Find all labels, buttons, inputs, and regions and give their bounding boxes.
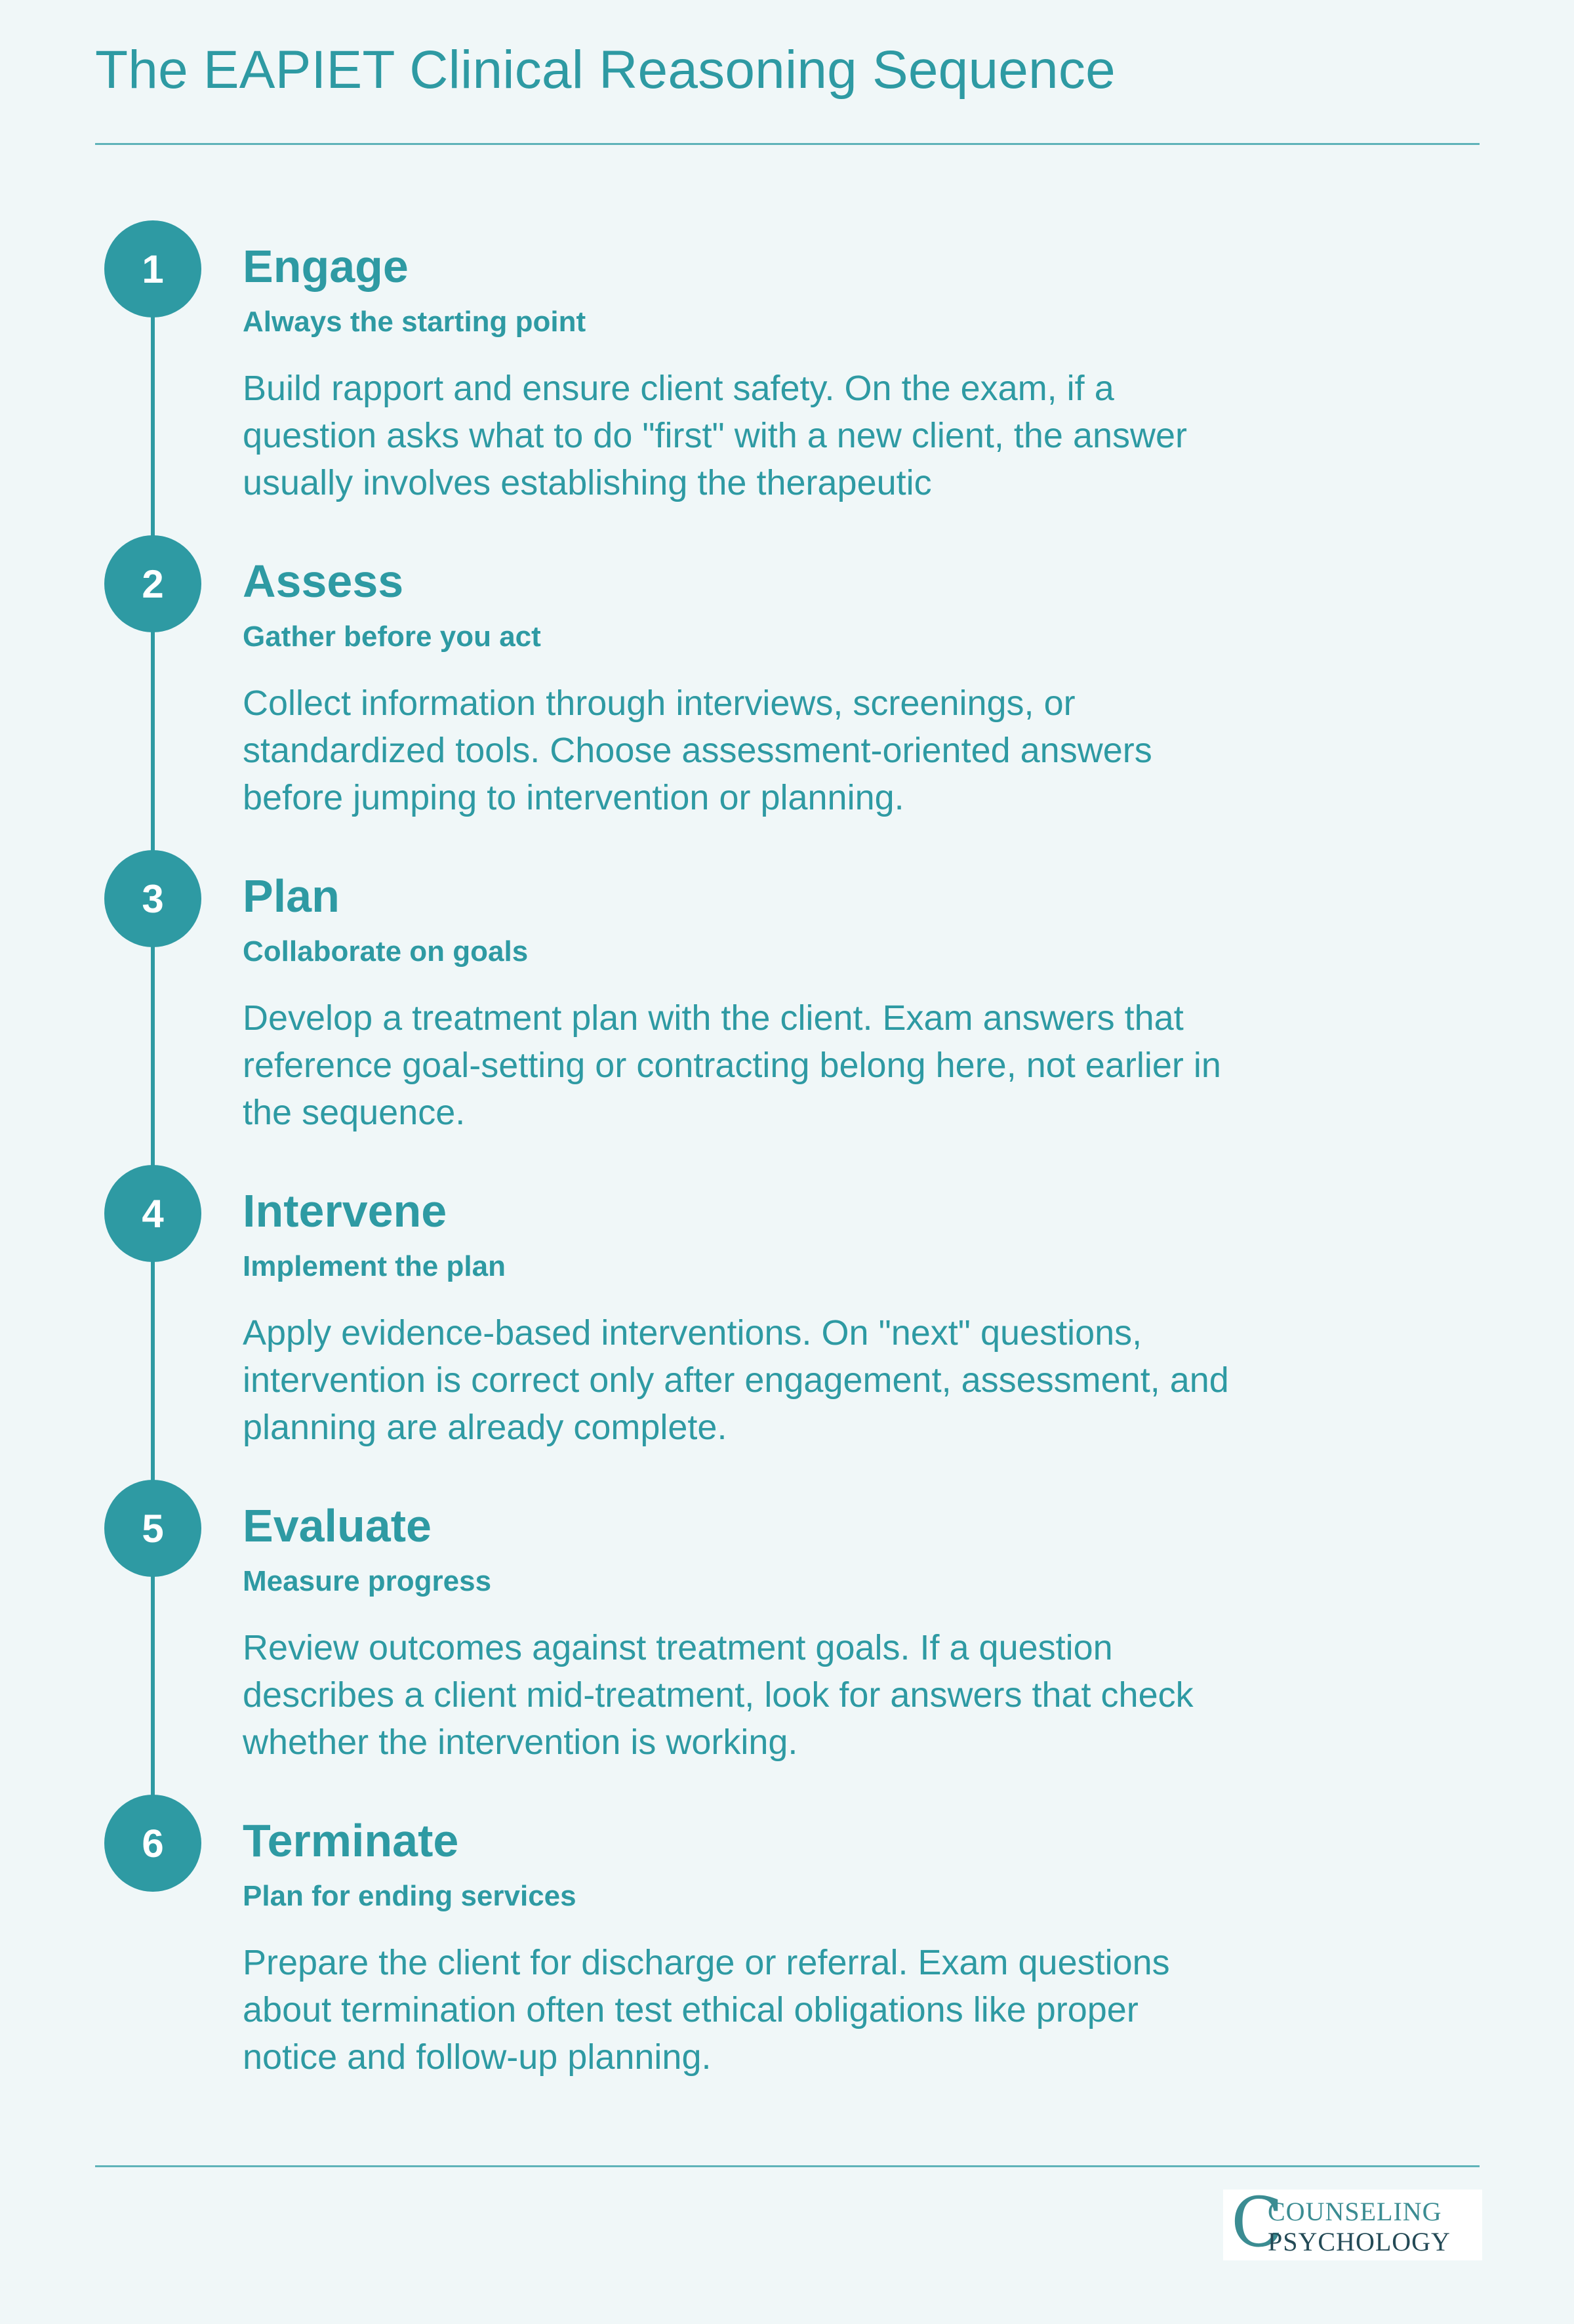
step-intervene (0, 1165, 1574, 1480)
step-number-badge: 1 (104, 220, 201, 317)
step-terminate (0, 1795, 1574, 2110)
step-number-badge: 2 (104, 535, 201, 632)
step-title: Assess (243, 556, 404, 607)
step-title: Engage (243, 241, 409, 292)
step-number-badge: 5 (104, 1480, 201, 1577)
step-title: Evaluate (243, 1500, 432, 1551)
step-assess (0, 535, 1574, 850)
step-description: Prepare the client for discharge or referral. Exam questions about termination often test ethical obligations like proper notice and follow-up planning. (243, 1943, 1170, 2077)
logo-line-1: COUNSELING (1268, 2197, 1442, 2226)
step-description: Collect information through interviews, screenings, or standardized tools. Choose assessment-oriented answers before jumping to intervention or planning. (243, 683, 1152, 817)
step-title: Intervene (243, 1185, 447, 1236)
step-subtitle: Collaborate on goals (243, 935, 529, 968)
step-title: Terminate (243, 1815, 459, 1866)
step-description: Review outcomes against treatment goals. If a question describes a client mid-treatment, look for answers that check whether the intervention is working. (243, 1628, 1194, 1762)
step-subtitle: Always the starting point (243, 306, 586, 338)
page-title: The EAPIET Clinical Reasoning Sequence (95, 40, 1116, 100)
step-engage (0, 220, 1574, 535)
step-subtitle: Measure progress (243, 1565, 492, 1597)
step-plan (0, 850, 1574, 1165)
step-subtitle: Gather before you act (243, 621, 541, 653)
step-number-badge: 4 (104, 1165, 201, 1262)
step-description: Apply evidence-based interventions. On "next" questions, intervention is correct only after engagement, assessment, and planning are already complete. (243, 1313, 1229, 1447)
step-description: Develop a treatment plan with the client. Exam answers that reference goal-setting or contracting belong here, not earlier in the sequence. (243, 998, 1221, 1132)
bottom-divider (95, 2165, 1480, 2167)
step-subtitle: Plan for ending services (243, 1880, 576, 1912)
logo-c-mark: C (1231, 2182, 1283, 2262)
top-divider (95, 143, 1480, 145)
step-number-badge: 3 (104, 850, 201, 947)
logo-line-2: PSYCHOLOGY (1268, 2227, 1451, 2256)
step-evaluate (0, 1480, 1574, 1795)
step-title: Plan (243, 870, 340, 922)
step-subtitle: Implement the plan (243, 1250, 506, 1282)
step-description: Build rapport and ensure client safety. On the exam, if a question asks what to do "first" with a new client, the answer usually involves establishing the therapeutic (243, 369, 1188, 502)
counseling-psychology-logo (1223, 2182, 1482, 2262)
step-number-badge: 6 (104, 1795, 201, 1892)
